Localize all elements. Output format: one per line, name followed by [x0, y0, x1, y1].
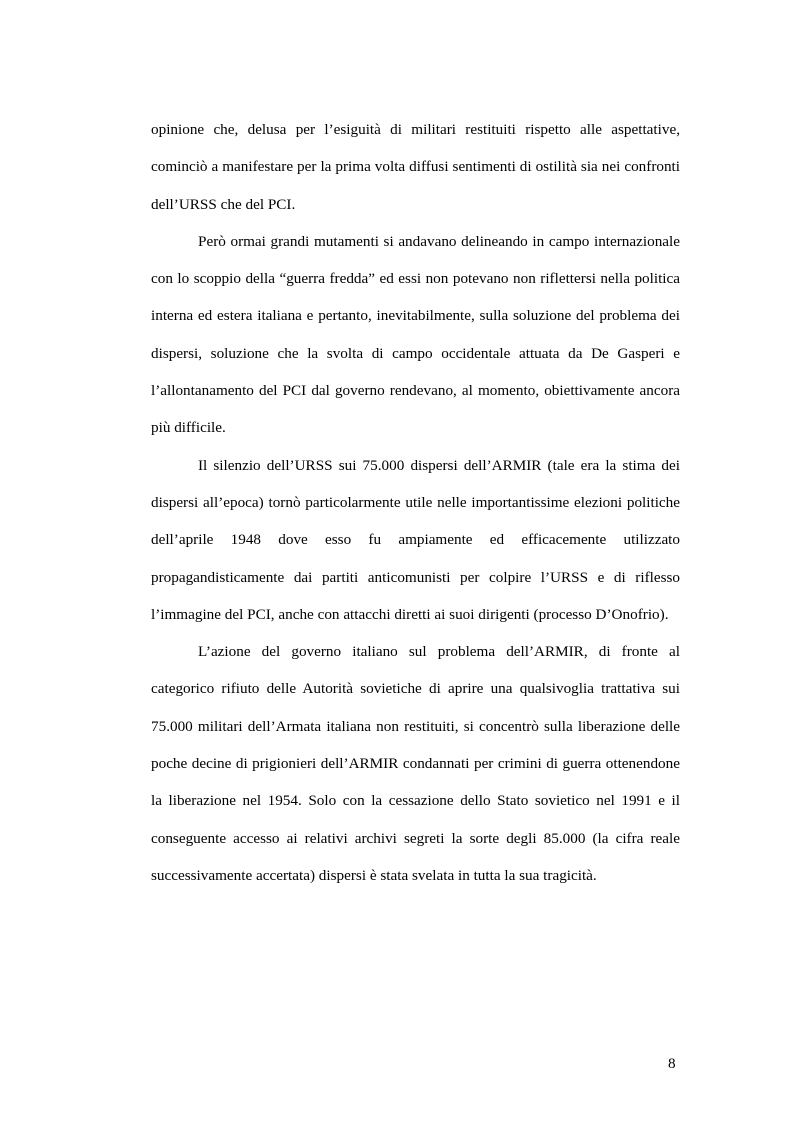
page-number: 8 — [668, 1055, 676, 1072]
paragraph-continuation: opinione che, delusa per l’esiguità di militari restituiti rispetto alle aspettative, cominciò a manifestare per la prima volta diffusi sentimenti di ostilità sia nei confronti dell’URSS che del PCI. — [151, 121, 680, 213]
body-text — [151, 111, 680, 894]
paragraph-government-action: L’azione del governo italiano sul problema dell’ARMIR, di fronte al categorico rifiuto delle Autorità sovietiche di aprire una qualsivoglia trattativa sui 75.000 militari dell’Armata italiana non restituiti, si concentrò sulla liberazione delle poche decine di prigionieri dell’ARMIR condannati per crimini di guerra ottenendone la liberazione nel 1954. Solo con la cessazione dello Stato sovietico nel 1991 e il conseguente accesso ai relativi archivi segreti la sorte degli 85.000 (la cifra reale successivamente accertata) dispersi è stata svelata in tutta la sua tragicità. — [151, 643, 680, 884]
paragraph-ussr-silence: Il silenzio dell’URSS sui 75.000 dispersi dell’ARMIR (tale era la stima dei dispersi all’epoca) tornò particolarmente utile nelle importantissime elezioni politiche dell’aprile 1948 dove esso fu ampiamente ed efficacemente utilizzato propagandisticamente dai partiti anticomunisti per colpire l’URSS e di riflesso l’immagine del PCI, anche con attacchi diretti ai suoi dirigenti (processo D’Onofrio). — [151, 456, 680, 623]
paragraph-cold-war: Però ormai grandi mutamenti si andavano delineando in campo internazionale con lo scoppio della “guerra fredda” ed essi non potevano non riflettersi nella politica interna ed estera italiana e pertanto, inevitabilmente, sulla soluzione del problema dei dispersi, soluzione che la svolta di campo occidentale attuata da De Gasperi e l’allontanamento del PCI dal governo rendevano, al momento, obiettivamente ancora più difficile. — [151, 232, 680, 437]
